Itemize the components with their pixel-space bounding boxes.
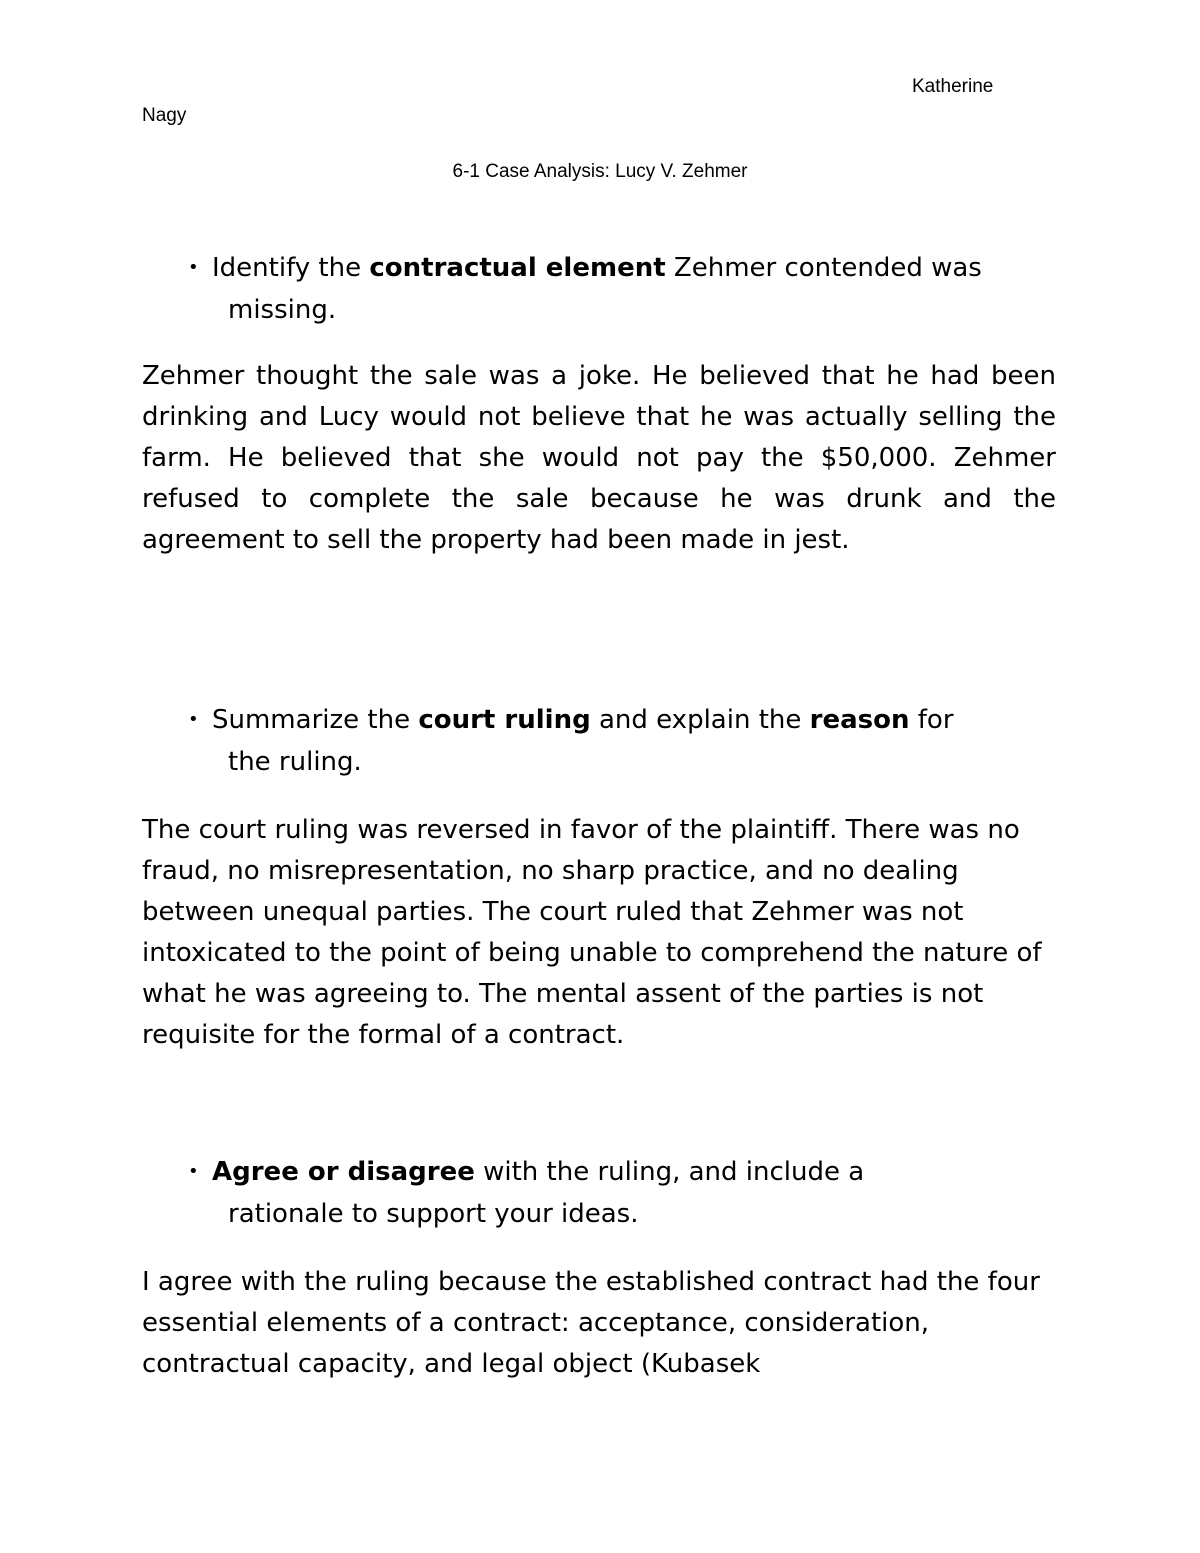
answer-2: The court ruling was reversed in favor of the plaintiff. There was no fraud, no misrepresentation, no sharp practice, and no dealing between unequal parties. The court ruled that Zehmer was not intoxicated to the point of being unable to comprehend the nature of what he was agreeing to. The mental assent of the parties is not requisite for the formal of a contract.	[142, 815, 1042, 1050]
question-1	[188, 247, 1068, 331]
question-3-part: with the ruling, and include a	[474, 1157, 865, 1187]
question-1-text	[188, 247, 1068, 331]
question-3-line2: rationale to support your ideas.	[228, 1199, 639, 1229]
question-2-part: and explain the	[590, 705, 810, 735]
question-1-emphasis: contractual element	[369, 253, 666, 283]
question-2	[188, 699, 1068, 783]
question-1-part: Identify the	[212, 253, 370, 283]
bullet-icon: •	[188, 257, 199, 278]
question-2-line2: the ruling.	[228, 747, 362, 777]
question-3-emphasis: Agree or disagree	[212, 1157, 475, 1187]
question-3	[188, 1151, 1068, 1235]
bullet-icon: •	[188, 1161, 199, 1182]
bullet-icon: •	[188, 709, 199, 730]
question-2-text	[188, 699, 1068, 783]
question-2-emphasis: reason	[809, 705, 910, 735]
answer-3: I agree with the ruling because the established contract had the four essential elements of a contract: acceptance, consideration, contractual capacity, and legal object (Kubasek	[142, 1267, 1040, 1379]
question-2-emphasis: court ruling	[418, 705, 591, 735]
question-1-part: Zehmer contended was	[665, 253, 982, 283]
document-title: 6-1 Case Analysis: Lucy V. Zehmer	[452, 161, 748, 182]
question-2-part: Summarize the	[212, 705, 419, 735]
question-3-text	[188, 1151, 1068, 1235]
question-1-line2: missing.	[228, 295, 337, 325]
author-last-name: Nagy	[142, 105, 187, 126]
question-2-part: for	[909, 705, 954, 735]
author-first-name: Katherine	[912, 76, 994, 97]
answer-1: Zehmer thought the sale was a joke. He believed that he had been drinking and Lucy would not believe that he was actually selling the farm. He believed that she would not pay the $50,000. Zehmer refused to complete the sale because he was drunk and the agreement to sell the property had been made in jest.	[142, 361, 1056, 555]
